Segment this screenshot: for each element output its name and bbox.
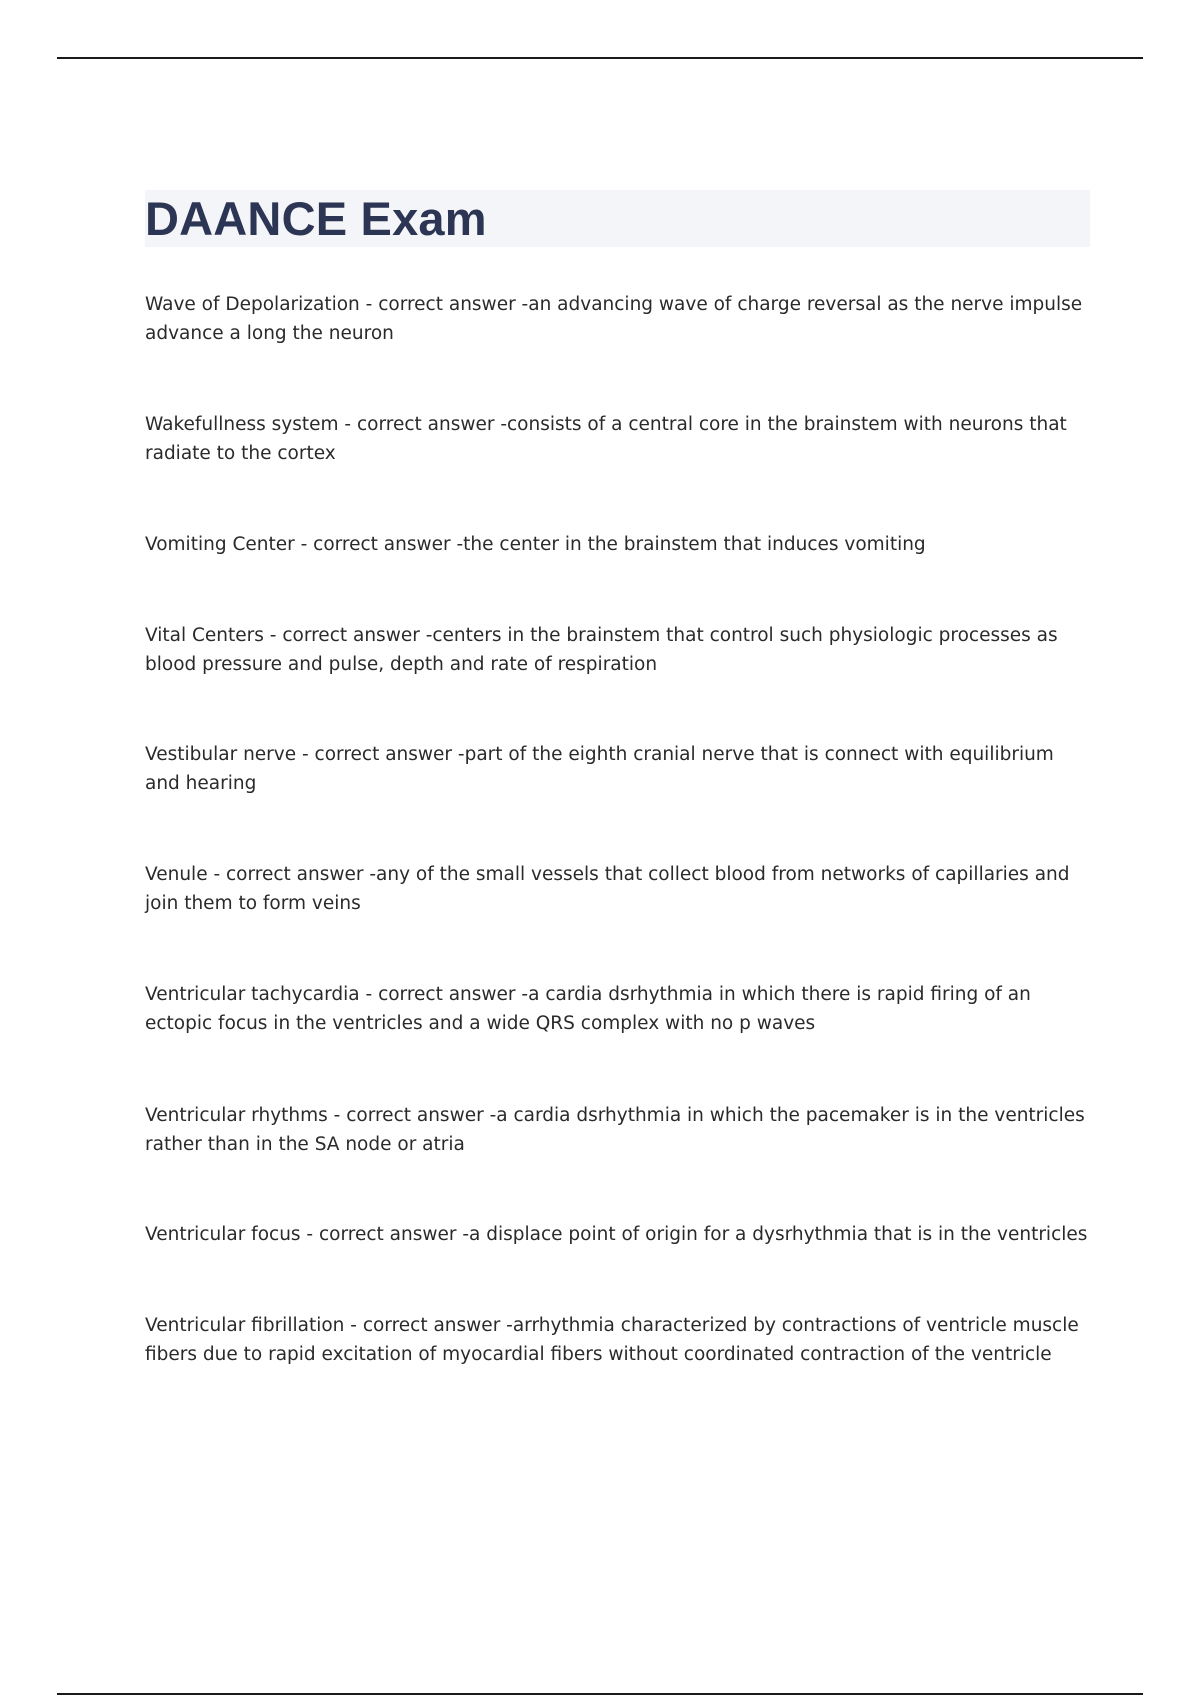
list-item: Vital Centers - correct answer -centers in the brainstem that control such physiologic processes as blood pressure and pulse, depth and rate of respiration: [145, 625, 1058, 675]
list-item: Ventricular rhythms - correct answer -a cardia dsrhythmia in which the pacemaker is in the ventricles rather than in the SA node or atria: [145, 1105, 1085, 1155]
list-item: Ventricular tachycardia - correct answer -a cardia dsrhythmia in which there is rapid firing of an ectopic focus in the ventricles and a wide QRS complex with no p waves: [145, 984, 1031, 1034]
list-item: Ventricular fibrillation - correct answer -arrhythmia characterized by contractions of ventricle muscle fibers due to rapid excitation of myocardial fibers without coordinated contraction of the ventricle: [145, 1315, 1079, 1365]
list-item: Venule - correct answer -any of the small vessels that collect blood from networks of capillaries and join them to form veins: [145, 864, 1070, 914]
top-rule: [57, 57, 1143, 59]
bottom-rule: [57, 1693, 1143, 1695]
list-item: Vestibular nerve - correct answer -part of the eighth cranial nerve that is connect with equilibrium and hearing: [145, 744, 1054, 794]
list-item: Ventricular focus - correct answer -a displace point of origin for a dysrhythmia that is in the ventricles: [145, 1224, 1088, 1245]
list-item: Vomiting Center - correct answer -the center in the brainstem that induces vomiting: [145, 534, 926, 555]
page-title: DAANCE Exam: [145, 192, 487, 245]
list-item: Wakefullness system - correct answer -consists of a central core in the brainstem with neurons that radiate to the cortex: [145, 414, 1067, 464]
list-item: Wave of Depolarization - correct answer -an advancing wave of charge reversal as the nerve impulse advance a long the neuron: [145, 294, 1083, 344]
